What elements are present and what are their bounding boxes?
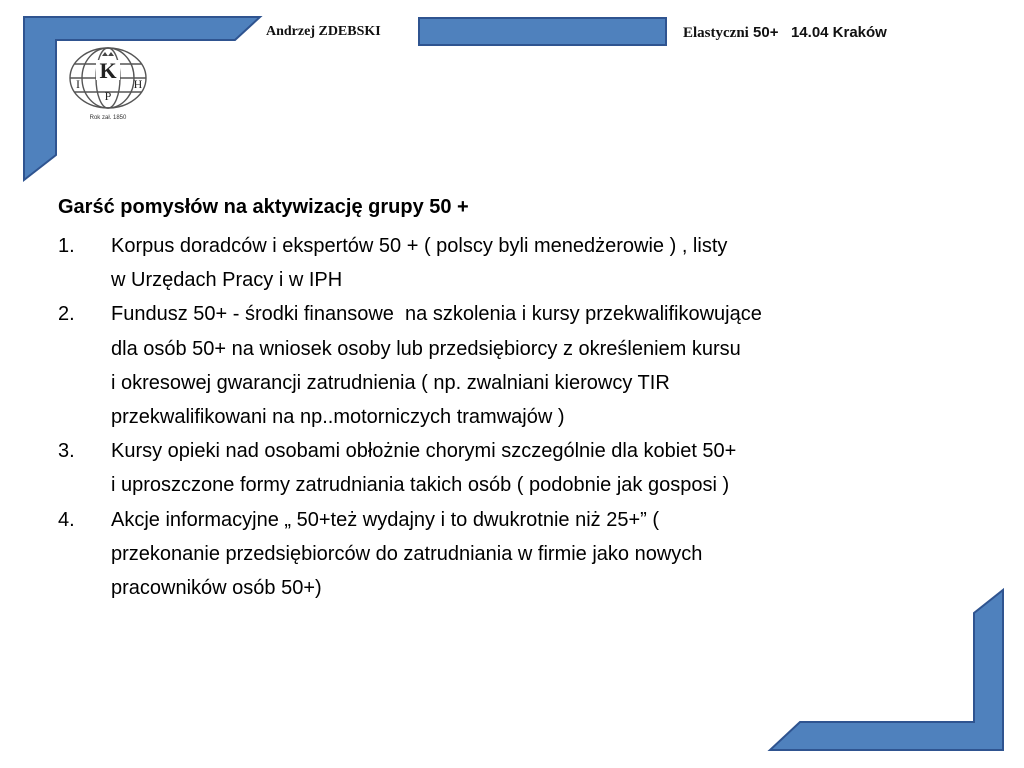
item-line: Korpus doradców i ekspertów 50 + ( polscy byli menedżerowie ) , listy <box>111 235 728 257</box>
event-name: Elastyczni <box>683 25 749 41</box>
slide-heading: Garść pomysłów na aktywizację grupy 50 + <box>58 196 469 218</box>
iph-logo <box>62 44 154 124</box>
logo-letter-p: P <box>104 89 112 103</box>
logo-initial: K <box>99 58 117 83</box>
item-line: Akcje informacyjne „ 50+też wydajny i to dwukrotnie niż 25+” ( <box>111 508 660 531</box>
item-line: przekonanie przedsiębiorców do zatrudniania w firmie jako nowych <box>111 542 703 565</box>
item-number: 1. <box>58 235 75 257</box>
list-item <box>58 229 958 297</box>
item-line: Kursy opieki nad osobami obłożnie chorymi szczególnie dla kobiet 50+ <box>111 440 737 463</box>
bottom-right-corner-bracket <box>770 590 1003 750</box>
item-line: w Urzędach Pracy i w IPH <box>111 269 343 292</box>
item-line: pracowników osób 50+) <box>111 577 322 600</box>
list-item <box>58 297 958 434</box>
logo-letter-h: H <box>133 77 143 91</box>
item-number: 4. <box>58 508 75 531</box>
list-item <box>58 503 958 606</box>
item-line: Fundusz 50+ - środki finansowe na szkolenia i kursy przekwalifikowujące <box>111 303 762 326</box>
logo-letter-i: I <box>76 77 80 91</box>
ideas-list <box>58 229 958 605</box>
list-item <box>58 434 958 502</box>
header-bar <box>419 18 666 45</box>
logo-caption: Rok zał. 1850 <box>89 115 127 121</box>
item-number: 2. <box>58 303 75 326</box>
item-number: 3. <box>58 440 75 463</box>
item-line: i uproszczone formy zatrudniania takich osób ( podobnie jak gosposi ) <box>111 474 730 497</box>
item-line: i okresowej gwarancji zatrudnienia ( np. zwalniani kierowcy TIR <box>111 371 670 394</box>
author-name: Andrzej ZDEBSKI <box>266 24 381 39</box>
event-info <box>683 24 887 42</box>
item-line: przekwalifikowani na np..motorniczych tramwajów ) <box>111 406 565 429</box>
item-line: dla osób 50+ na wniosek osoby lub przedsiębiorcy z określeniem kursu <box>111 337 741 360</box>
event-date-location: 50+ 14.04 Kraków <box>753 24 887 41</box>
